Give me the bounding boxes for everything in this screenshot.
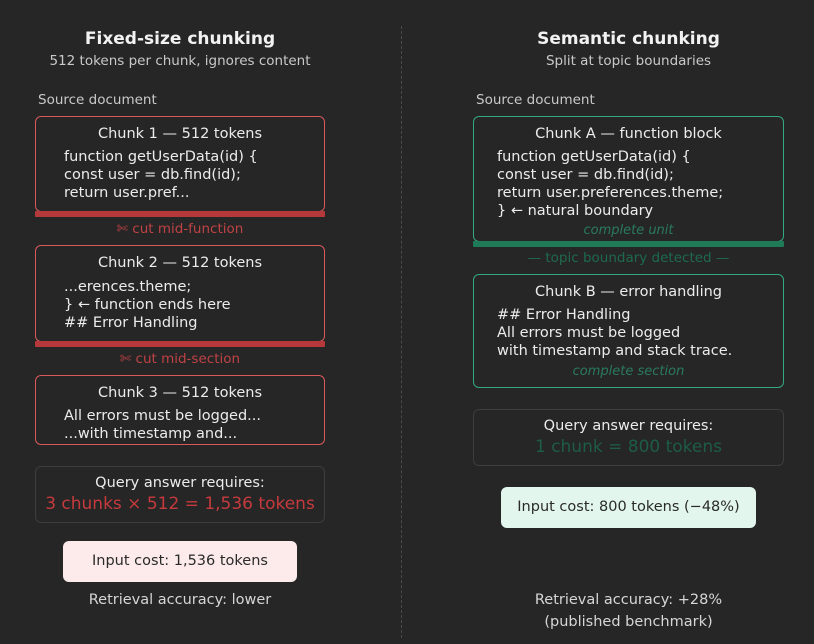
right-cost-pill: Input cost: 800 tokens (−48%)	[501, 487, 756, 528]
chunk-3	[35, 375, 325, 445]
right-source-label: Source document	[476, 92, 595, 108]
chunk-1-line: function getUserData(id) {	[64, 149, 258, 165]
chunk-b-title: Chunk B — error handling	[535, 284, 722, 300]
right-query-box	[473, 409, 784, 466]
chunk-1-title: Chunk 1 — 512 tokens	[97, 126, 263, 142]
chunk-2-title: Chunk 2 — 512 tokens	[97, 255, 263, 271]
right-accuracy: Retrieval accuracy: +28%	[534, 592, 723, 608]
chunk-3-line: ...with timestamp and...	[64, 426, 238, 442]
chunk-b-line: All errors must be logged	[497, 325, 681, 341]
left-query-value: 3 chunks × 512 = 1,536 tokens	[45, 494, 315, 514]
chunk-2-line: ## Error Handling	[64, 315, 198, 331]
left-title: Fixed-size chunking	[84, 29, 276, 49]
cut-mid-section-label: ✄ cut mid-section	[119, 351, 241, 367]
chunk-2	[35, 245, 325, 342]
right-query-label: Query answer requires:	[543, 418, 714, 434]
cut-mid-function-label: ✄ cut mid-function	[116, 221, 244, 237]
right-title: Semantic chunking	[537, 29, 720, 49]
left-accuracy: Retrieval accuracy: lower	[88, 592, 272, 608]
chunk-b-note: complete section	[572, 364, 685, 379]
right-subtitle: Split at topic boundaries	[545, 53, 712, 69]
left-query-box	[35, 466, 325, 523]
chunk-1-line: const user = db.find(id);	[64, 167, 241, 183]
chunk-a-note: complete unit	[583, 223, 674, 238]
chunk-1-line: return user.pref...	[64, 185, 190, 201]
chunk-a-line: } ← natural boundary	[497, 203, 654, 219]
chunk-b-line: ## Error Handling	[497, 307, 631, 323]
chunk-2-line: ...erences.theme;	[64, 279, 192, 295]
chunk-3-line: All errors must be logged...	[64, 408, 262, 424]
chunk-1	[35, 116, 325, 212]
chunk-a	[473, 116, 784, 242]
chunk-2-line: } ← function ends here	[64, 297, 231, 313]
chunk-a-title: Chunk A — function block	[535, 126, 722, 142]
chunk-b-line: with timestamp and stack trace.	[497, 343, 733, 359]
left-source-label: Source document	[38, 92, 157, 108]
chunk-a-line: function getUserData(id) {	[497, 149, 691, 165]
left-query-label: Query answer requires:	[95, 475, 265, 491]
chunk-2-cut-bar	[35, 341, 325, 347]
chunk-a-boundary-bar	[473, 241, 784, 247]
chunk-b	[473, 274, 784, 388]
column-divider	[401, 26, 402, 638]
chunk-a-line: return user.preferences.theme;	[497, 185, 724, 201]
chunk-3-title: Chunk 3 — 512 tokens	[97, 385, 263, 401]
right-query-value: 1 chunk = 800 tokens	[534, 437, 723, 457]
chunk-1-cut-bar	[35, 211, 325, 217]
right-accuracy-note: (published benchmark)	[544, 614, 713, 630]
topic-boundary-label: — topic boundary detected —	[527, 250, 730, 266]
left-subtitle: 512 tokens per chunk, ignores content	[49, 53, 311, 69]
chunk-a-line: const user = db.find(id);	[497, 167, 674, 183]
left-cost-pill: Input cost: 1,536 tokens	[63, 541, 297, 582]
